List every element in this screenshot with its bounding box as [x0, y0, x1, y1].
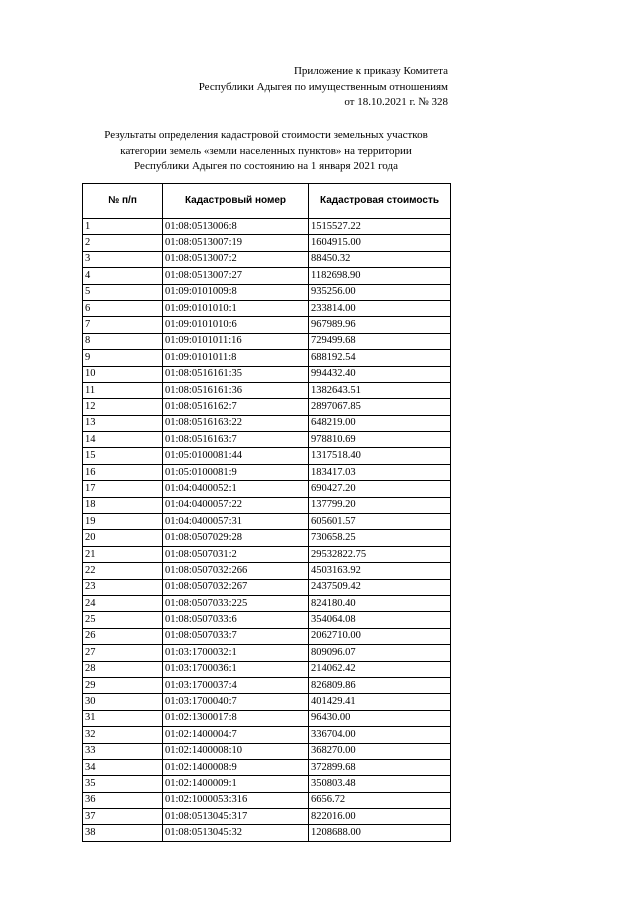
cadastral-number-cell: 01:04:0400052:1	[163, 481, 309, 497]
table-row	[83, 530, 451, 546]
row-number-cell: 37	[83, 809, 163, 825]
cadastral-number-cell: 01:08:0507033:7	[163, 628, 309, 644]
header-line-2: Республики Адыгея по имущественным отношениям	[198, 80, 448, 93]
row-number-cell: 7	[83, 317, 163, 333]
table-row	[83, 415, 451, 431]
table-row	[83, 317, 451, 333]
table-row	[83, 481, 451, 497]
cadastral-number-cell: 01:09:0101010:6	[163, 317, 309, 333]
row-number-cell: 5	[83, 284, 163, 300]
table-row	[83, 743, 451, 759]
table-row	[83, 366, 451, 382]
cadastral-number-cell: 01:02:1400004:7	[163, 727, 309, 743]
cadastral-number-cell: 01:08:0516163:22	[163, 415, 309, 431]
table-row	[83, 694, 451, 710]
row-number-cell: 27	[83, 645, 163, 661]
cadastral-number-cell: 01:08:0507033:6	[163, 612, 309, 628]
table-row	[83, 595, 451, 611]
cadastral-value-cell: 350803.48	[309, 776, 451, 792]
cadastral-value-cell: 688192.54	[309, 350, 451, 366]
cadastral-value-cell: 1208688.00	[309, 825, 451, 841]
column-header-cadastral-value: Кадастровая стоимость	[309, 184, 451, 219]
row-number-cell: 29	[83, 677, 163, 693]
cadastral-value-cell: 994432.40	[309, 366, 451, 382]
cadastral-value-cell: 809096.07	[309, 645, 451, 661]
cadastral-number-cell: 01:04:0400057:31	[163, 514, 309, 530]
cadastral-value-cell: 2437509.42	[309, 579, 451, 595]
cadastral-value-cell: 6656.72	[309, 792, 451, 808]
row-number-cell: 1	[83, 219, 163, 235]
cadastral-number-cell: 01:03:1700036:1	[163, 661, 309, 677]
cadastral-value-cell: 1182698.90	[309, 268, 451, 284]
cadastral-number-cell: 01:08:0507033:225	[163, 595, 309, 611]
table-row	[83, 776, 451, 792]
table-row	[83, 759, 451, 775]
table-row	[83, 268, 451, 284]
table-row	[83, 563, 451, 579]
cadastral-number-cell: 01:03:1700040:7	[163, 694, 309, 710]
cadastral-number-cell: 01:08:0516162:7	[163, 399, 309, 415]
cadastral-value-cell: 1604915.00	[309, 235, 451, 251]
row-number-cell: 8	[83, 333, 163, 349]
cadastral-number-cell: 01:04:0400057:22	[163, 497, 309, 513]
row-number-cell: 11	[83, 382, 163, 398]
row-number-cell: 38	[83, 825, 163, 841]
table-row	[83, 333, 451, 349]
table-row	[83, 727, 451, 743]
cadastral-value-cell: 336704.00	[309, 727, 451, 743]
cadastral-number-cell: 01:05:0100081:9	[163, 464, 309, 480]
cadastral-number-cell: 01:02:1400008:9	[163, 759, 309, 775]
row-number-cell: 14	[83, 432, 163, 448]
row-number-cell: 6	[83, 300, 163, 316]
cadastral-value-table	[82, 183, 451, 842]
cadastral-value-cell: 605601.57	[309, 514, 451, 530]
row-number-cell: 34	[83, 759, 163, 775]
cadastral-number-cell: 01:02:1400008:10	[163, 743, 309, 759]
row-number-cell: 21	[83, 546, 163, 562]
row-number-cell: 36	[83, 792, 163, 808]
row-number-cell: 24	[83, 595, 163, 611]
cadastral-number-cell: 01:08:0513007:19	[163, 235, 309, 251]
cadastral-number-cell: 01:08:0516161:36	[163, 382, 309, 398]
cadastral-number-cell: 01:08:0507032:267	[163, 579, 309, 595]
cadastral-value-cell: 1515527.22	[309, 219, 451, 235]
cadastral-value-cell: 372899.68	[309, 759, 451, 775]
row-number-cell: 23	[83, 579, 163, 595]
column-header-number: № п/п	[83, 184, 163, 219]
table-row	[83, 219, 451, 235]
row-number-cell: 17	[83, 481, 163, 497]
table-row	[83, 809, 451, 825]
cadastral-value-cell: 967989.96	[309, 317, 451, 333]
row-number-cell: 16	[83, 464, 163, 480]
row-number-cell: 3	[83, 251, 163, 267]
table-row	[83, 628, 451, 644]
cadastral-number-cell: 01:08:0516163:7	[163, 432, 309, 448]
cadastral-number-cell: 01:09:0101011:16	[163, 333, 309, 349]
title-line-1: Результаты определения кадастровой стоимости земельных участков	[104, 129, 428, 141]
table-row	[83, 235, 451, 251]
cadastral-number-cell: 01:08:0513045:32	[163, 825, 309, 841]
cadastral-value-cell: 183417.03	[309, 464, 451, 480]
cadastral-value-cell: 2897067.85	[309, 399, 451, 415]
row-number-cell: 15	[83, 448, 163, 464]
row-number-cell: 18	[83, 497, 163, 513]
row-number-cell: 31	[83, 710, 163, 726]
cadastral-number-cell: 01:02:1300017:8	[163, 710, 309, 726]
table-row	[83, 612, 451, 628]
table-row	[83, 432, 451, 448]
cadastral-value-cell: 88450.32	[309, 251, 451, 267]
table-row	[83, 251, 451, 267]
cadastral-value-cell: 4503163.92	[309, 563, 451, 579]
table-row	[83, 514, 451, 530]
row-number-cell: 33	[83, 743, 163, 759]
table-row	[83, 546, 451, 562]
cadastral-value-cell: 826809.86	[309, 677, 451, 693]
header-line-1: Приложение к приказу Комитета	[293, 65, 448, 77]
title-line-3: Республики Адыгея по состоянию на 1 января 2021 года	[134, 160, 398, 172]
table-row	[83, 579, 451, 595]
cadastral-number-cell: 01:02:1400009:1	[163, 776, 309, 792]
cadastral-value-cell: 214062.42	[309, 661, 451, 677]
document-header	[199, 64, 448, 111]
row-number-cell: 2	[83, 235, 163, 251]
cadastral-number-cell: 01:08:0507031:2	[163, 546, 309, 562]
row-number-cell: 9	[83, 350, 163, 366]
cadastral-value-cell: 2062710.00	[309, 628, 451, 644]
row-number-cell: 32	[83, 727, 163, 743]
cadastral-value-cell: 935256.00	[309, 284, 451, 300]
title-line-2: категории земель «земли населенных пунктов» на территории	[120, 144, 412, 157]
row-number-cell: 35	[83, 776, 163, 792]
table-row	[83, 350, 451, 366]
table-body	[83, 219, 451, 842]
row-number-cell: 13	[83, 415, 163, 431]
cadastral-number-cell: 01:03:1700037:4	[163, 677, 309, 693]
cadastral-value-cell: 29532822.75	[309, 546, 451, 562]
cadastral-number-cell: 01:03:1700032:1	[163, 645, 309, 661]
table-row	[83, 677, 451, 693]
cadastral-number-cell: 01:08:0513007:27	[163, 268, 309, 284]
cadastral-value-cell: 96430.00	[309, 710, 451, 726]
cadastral-value-cell: 729499.68	[309, 333, 451, 349]
cadastral-number-cell: 01:09:0101009:8	[163, 284, 309, 300]
cadastral-number-cell: 01:09:0101011:8	[163, 350, 309, 366]
table-row	[83, 825, 451, 841]
row-number-cell: 30	[83, 694, 163, 710]
table-row	[83, 645, 451, 661]
cadastral-value-cell: 354064.08	[309, 612, 451, 628]
cadastral-number-cell: 01:05:0100081:44	[163, 448, 309, 464]
row-number-cell: 28	[83, 661, 163, 677]
cadastral-number-cell: 01:09:0101010:1	[163, 300, 309, 316]
cadastral-value-cell: 730658.25	[309, 530, 451, 546]
cadastral-value-cell: 690427.20	[309, 481, 451, 497]
cadastral-value-cell: 401429.41	[309, 694, 451, 710]
cadastral-number-cell: 01:08:0507032:266	[163, 563, 309, 579]
row-number-cell: 22	[83, 563, 163, 579]
cadastral-value-cell: 233814.00	[309, 300, 451, 316]
row-number-cell: 26	[83, 628, 163, 644]
cadastral-value-cell: 137799.20	[309, 497, 451, 513]
row-number-cell: 12	[83, 399, 163, 415]
header-line-3: от 18.10.2021 г. № 328	[344, 96, 448, 108]
cadastral-number-cell: 01:02:1000053:316	[163, 792, 309, 808]
cadastral-number-cell: 01:08:0513045:317	[163, 809, 309, 825]
table-row	[83, 382, 451, 398]
table-row	[83, 399, 451, 415]
cadastral-number-cell: 01:08:0516161:35	[163, 366, 309, 382]
document-title	[0, 128, 532, 175]
table-row	[83, 448, 451, 464]
row-number-cell: 10	[83, 366, 163, 382]
cadastral-value-cell: 978810.69	[309, 432, 451, 448]
row-number-cell: 4	[83, 268, 163, 284]
row-number-cell: 20	[83, 530, 163, 546]
cadastral-number-cell: 01:08:0507029:28	[163, 530, 309, 546]
table-row	[83, 710, 451, 726]
cadastral-value-cell: 822016.00	[309, 809, 451, 825]
table-row	[83, 661, 451, 677]
table-row	[83, 284, 451, 300]
cadastral-value-cell: 824180.40	[309, 595, 451, 611]
row-number-cell: 25	[83, 612, 163, 628]
row-number-cell: 19	[83, 514, 163, 530]
cadastral-value-cell: 1382643.51	[309, 382, 451, 398]
table-row	[83, 300, 451, 316]
table-row	[83, 497, 451, 513]
table-row	[83, 792, 451, 808]
cadastral-number-cell: 01:08:0513007:2	[163, 251, 309, 267]
table-row	[83, 464, 451, 480]
table-header-row	[83, 184, 451, 219]
cadastral-value-cell: 648219.00	[309, 415, 451, 431]
column-header-cadastral-number: Кадастровый номер	[163, 184, 309, 219]
cadastral-number-cell: 01:08:0513006:8	[163, 219, 309, 235]
cadastral-value-cell: 368270.00	[309, 743, 451, 759]
cadastral-value-cell: 1317518.40	[309, 448, 451, 464]
